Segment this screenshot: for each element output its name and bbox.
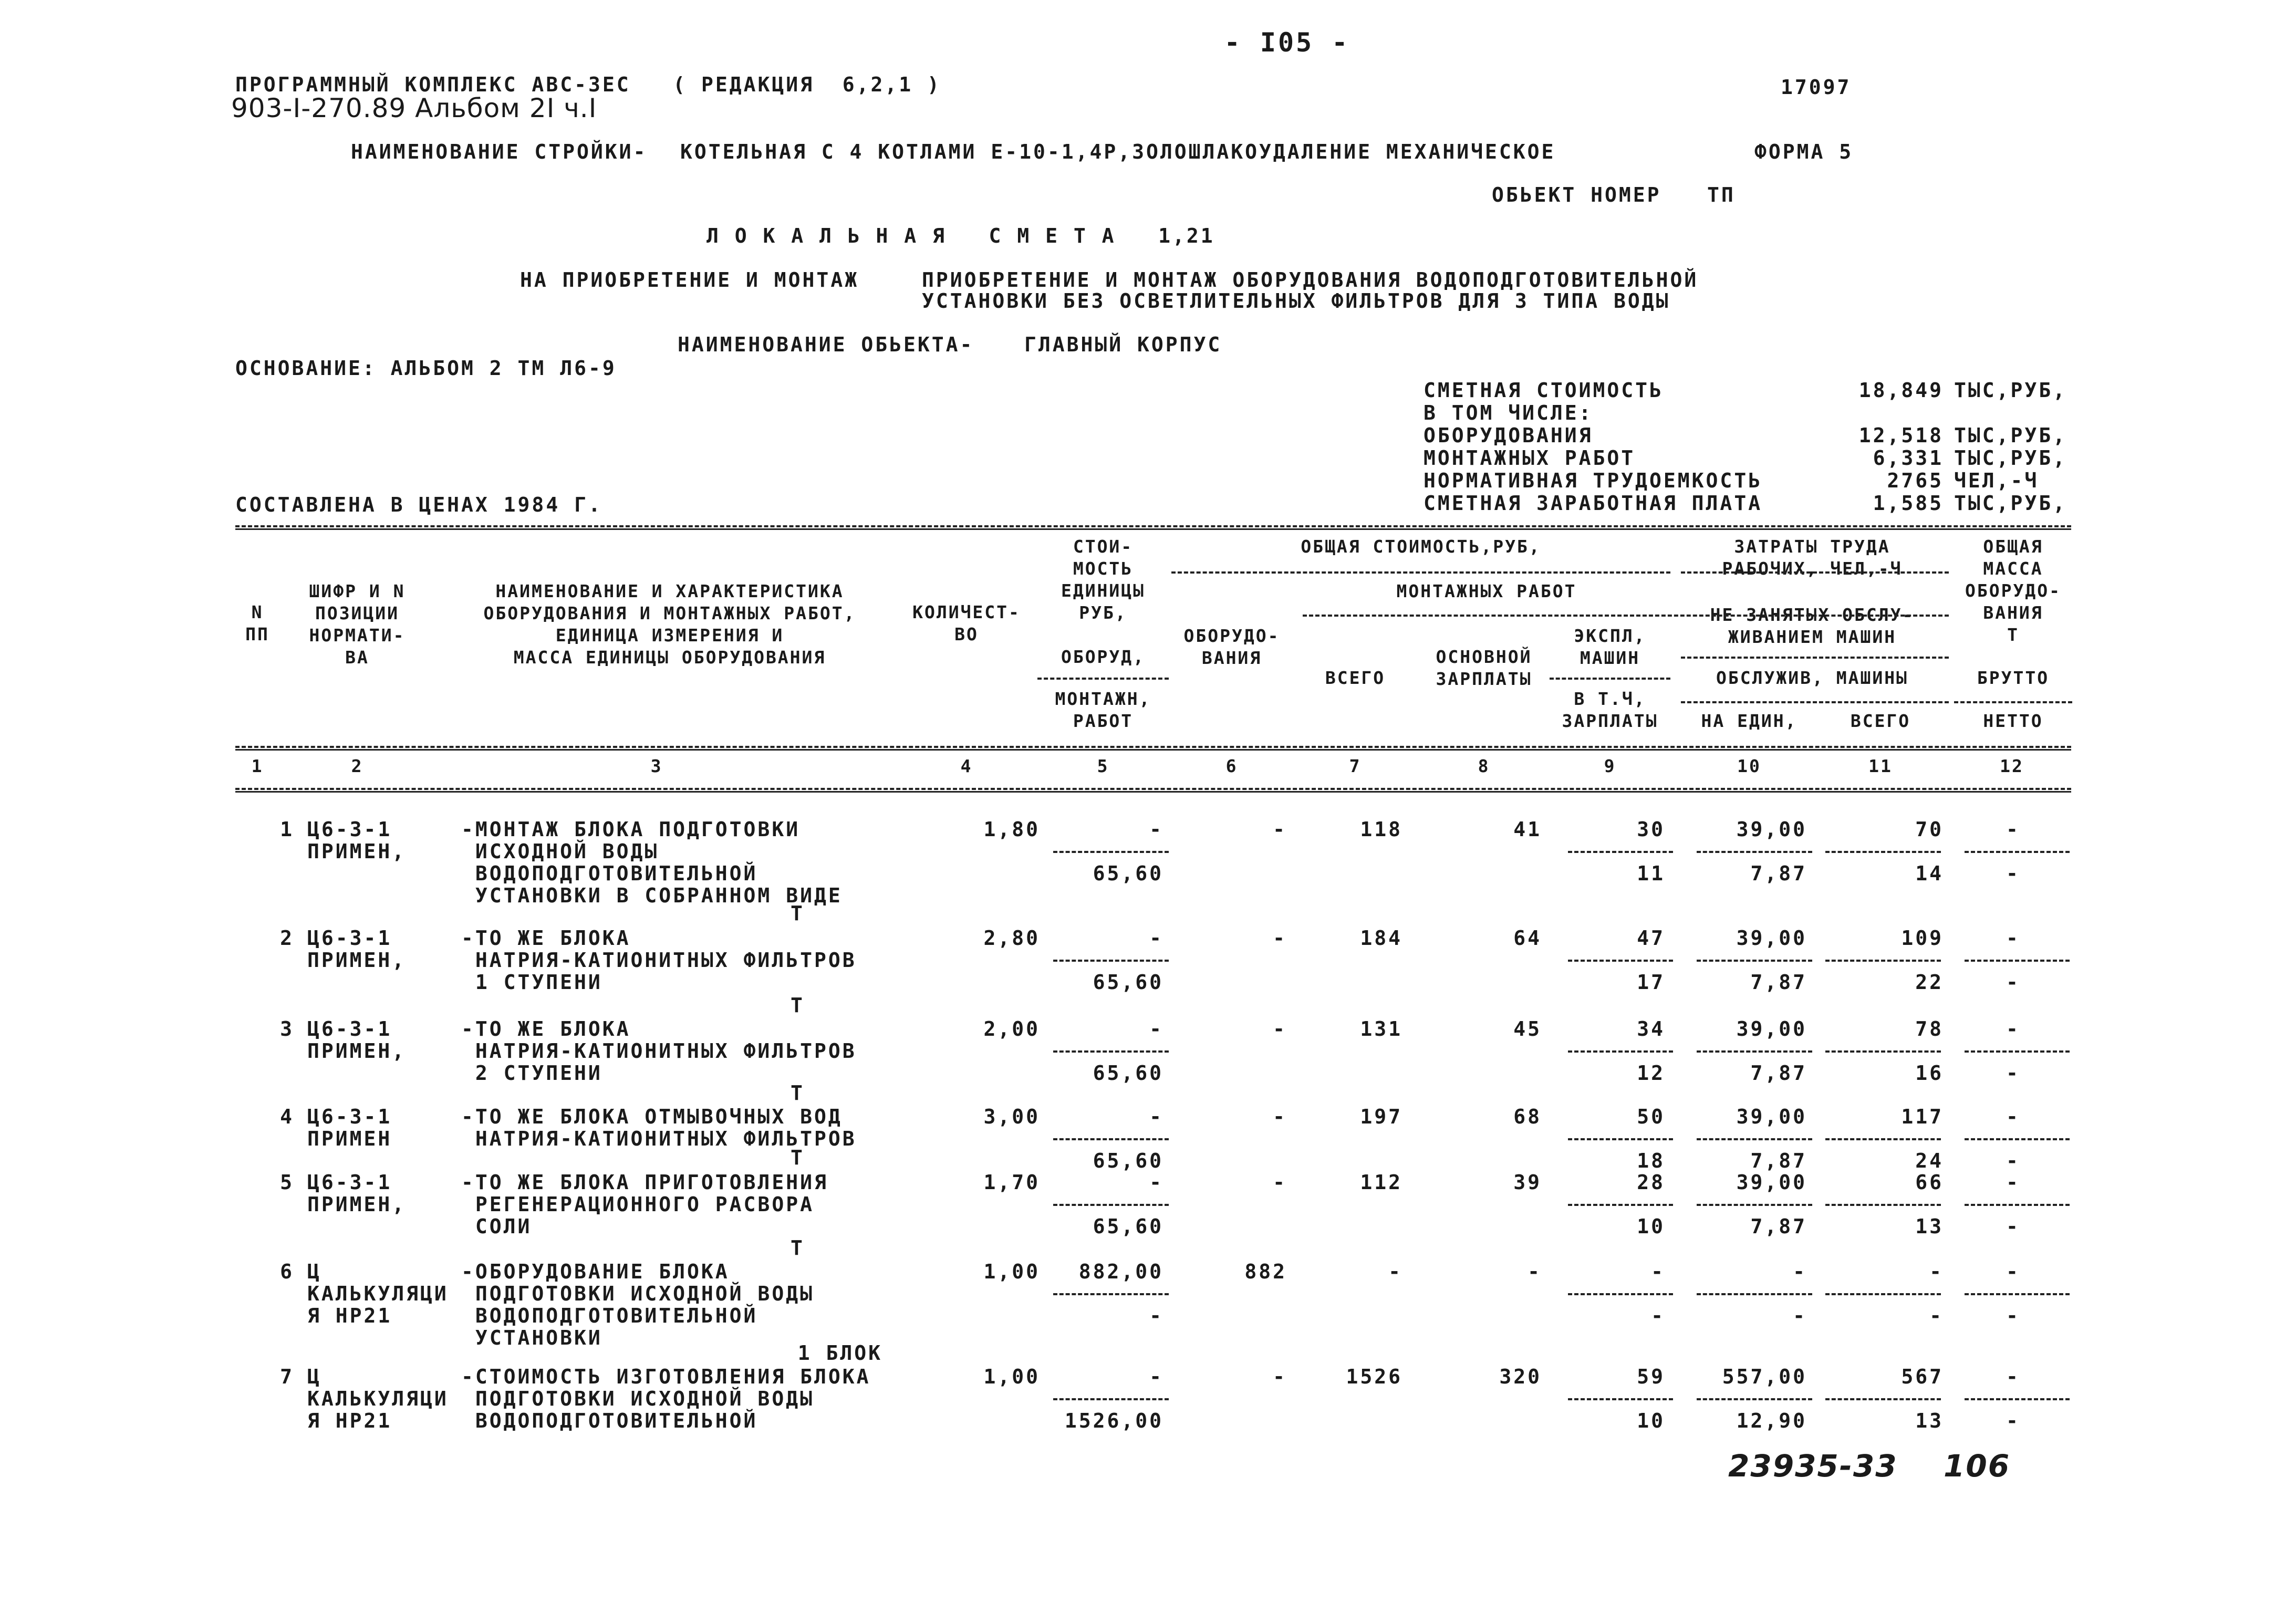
value-divider xyxy=(1568,1398,1673,1400)
row-machine-operation: 50 xyxy=(1637,1105,1665,1128)
labor-header: ЗАТРАТЫ ТРУДА РАБОЧИХ, ЧЕЛ,-Ч xyxy=(1722,536,1903,579)
row-mass-net: - xyxy=(2006,1215,2020,1238)
row-machine-operation: 34 xyxy=(1637,1017,1665,1040)
value-divider xyxy=(1053,1138,1169,1140)
row-unit-cost-equipment: - xyxy=(1149,818,1163,841)
row-mass-net: - xyxy=(2006,862,2020,885)
row-mounting-total: 112 xyxy=(1360,1171,1402,1194)
row-quantity: 3,00 xyxy=(983,1105,1040,1128)
col-5b-header: МОНТАЖН, РАБОТ xyxy=(1055,689,1151,731)
value-divider xyxy=(1568,1204,1673,1206)
row-labor-per-unit: 557,00 xyxy=(1722,1365,1807,1388)
header-bottom-rule-2 xyxy=(235,749,2071,751)
column-number: 10 xyxy=(1737,756,1761,776)
column-number: 9 xyxy=(1604,756,1616,776)
row-mass-net: - xyxy=(2006,1409,2020,1432)
row-description: -ОБОРУДОВАНИЕ БЛОКА ПОДГОТОВКИ ИСХОДНОЙ ВОДЫ ВОДОПОДГОТОВИТЕЛЬНОЙ УСТАНОВКИ xyxy=(461,1260,814,1349)
value-divider xyxy=(1053,1050,1169,1053)
row-unit: Т xyxy=(791,1146,805,1169)
col-5a-header: ОБОРУД, xyxy=(1061,647,1146,667)
row-quantity: 1,70 xyxy=(983,1171,1040,1194)
value-divider xyxy=(1697,1138,1812,1140)
value-divider xyxy=(1697,1398,1812,1400)
column-number: 8 xyxy=(1478,756,1490,776)
purpose-line-1: ПРИОБРЕТЕНИЕ И МОНТАЖ ОБОРУДОВАНИЯ ВОДОПОДГОТОВИТЕЛЬНОЙ xyxy=(922,268,1699,292)
col-2-header: ШИФР И N ПОЗИЦИИ НОРМАТИ- ВА xyxy=(309,581,406,668)
row-description: -ТО ЖЕ БЛОКА НАТРИЯ-КАТИОНИТНЫХ ФИЛЬТРОВ 1 СТУПЕНИ xyxy=(461,927,857,994)
row-mounting-total: 1526 xyxy=(1346,1365,1402,1388)
value-divider xyxy=(1825,851,1941,853)
row-labor-total-machines: 14 xyxy=(1915,862,1944,885)
row-labor-total: - xyxy=(1929,1260,1944,1283)
value-divider xyxy=(1053,960,1169,962)
footer-code: 23935-33 xyxy=(1728,1448,1898,1484)
purpose-line-2: УСТАНОВКИ БЕЗ ОСВЕТЛИТЕЛЬНЫХ ФИЛЬТРОВ ДЛЯ 3 ТИПА ВОДЫ xyxy=(922,289,1670,313)
col-4-header: КОЛИЧЕСТ- ВО xyxy=(912,602,1021,644)
row-equipment-cost: - xyxy=(1273,1365,1287,1388)
row-machine-operation: 28 xyxy=(1637,1171,1665,1194)
row-labor-per-unit: 39,00 xyxy=(1736,927,1807,950)
row-mounting-total: - xyxy=(1388,1260,1402,1283)
col-8-header: ОСНОВНОЙ ЗАРПЛАТЫ xyxy=(1436,647,1532,689)
row-labor-per-unit: 39,00 xyxy=(1736,1105,1807,1128)
object-name-label: НАИМЕНОВАНИЕ ОБЬЕКТА- xyxy=(678,333,974,356)
row-labor-total: 567 xyxy=(1901,1365,1944,1388)
row-unit-cost-mounting: 65,60 xyxy=(1093,1062,1163,1085)
row-description: -ТО ЖЕ БЛОКА НАТРИЯ-КАТИОНИТНЫХ ФИЛЬТРОВ 2 СТУПЕНИ xyxy=(461,1017,857,1085)
row-mass-gross: - xyxy=(2006,927,2020,950)
row-mounting-total: 118 xyxy=(1360,818,1402,841)
row-labor-total-machines: 16 xyxy=(1915,1062,1944,1085)
column-number: 2 xyxy=(351,756,363,776)
value-divider xyxy=(1825,1138,1941,1140)
numbers-bottom-rule-2 xyxy=(235,791,2071,793)
row-mounting-total: 131 xyxy=(1360,1017,1402,1040)
table-top-rule-2 xyxy=(235,528,2071,530)
value-divider xyxy=(1825,1204,1941,1206)
value-divider xyxy=(1568,851,1673,853)
table-top-rule xyxy=(235,525,2071,527)
row-equipment-cost: - xyxy=(1273,1171,1287,1194)
row-equipment-cost: - xyxy=(1273,927,1287,950)
value-divider xyxy=(1568,1050,1673,1053)
row-base-salary: 64 xyxy=(1513,927,1542,950)
value-divider xyxy=(1825,960,1941,962)
row-quantity: 1,00 xyxy=(983,1365,1040,1388)
column-number: 1 xyxy=(251,756,264,776)
row-description: -ТО ЖЕ БЛОКА ПРИГОТОВЛЕНИЯ РЕГЕНЕРАЦИОННОГО РАСВОРА СОЛИ xyxy=(461,1171,828,1238)
value-divider xyxy=(1965,1293,2070,1295)
row-machine-salary: 10 xyxy=(1637,1215,1665,1238)
row-labor-total: 78 xyxy=(1915,1017,1944,1040)
column-number: 3 xyxy=(650,756,663,776)
col-6-header: ОБОРУДО- ВАНИЯ xyxy=(1183,626,1280,668)
row-labor-total-machines: - xyxy=(1929,1304,1944,1327)
row-machine-salary: 11 xyxy=(1637,862,1665,885)
header-bottom-rule xyxy=(235,746,2071,748)
row-unit: Т xyxy=(791,902,805,925)
labor-subheader: НЕ ЗАНЯТЫХ ОБСЛУ- ЖИВАНИЕМ МАШИН xyxy=(1710,605,1915,647)
row-labor-total-machines: 24 xyxy=(1915,1149,1944,1172)
summary-unit: ТЫС,РУБ, xyxy=(1954,492,2068,515)
row-quantity: 1,00 xyxy=(983,1260,1040,1283)
value-divider xyxy=(1965,1204,2070,1206)
row-mounting-total: 197 xyxy=(1360,1105,1402,1128)
summary-label: В ТОМ ЧИСЛЕ: xyxy=(1424,401,1593,424)
row-unit: 1 БЛОК xyxy=(797,1341,882,1365)
row-unit-cost-mounting: 65,60 xyxy=(1093,1149,1163,1172)
row-code: Ц6-3-1 ПРИМЕН xyxy=(307,1105,392,1150)
row-quantity: 2,00 xyxy=(983,1017,1040,1040)
value-divider xyxy=(1825,1293,1941,1295)
value-divider xyxy=(1697,1204,1812,1206)
col-7-header: ВСЕГО xyxy=(1325,668,1386,688)
row-number: 6 xyxy=(280,1260,294,1283)
value-divider xyxy=(1568,960,1673,962)
value-divider xyxy=(1965,1138,2070,1140)
rule xyxy=(1681,701,1949,703)
row-number: 3 xyxy=(280,1017,294,1040)
row-mass-gross: - xyxy=(2006,818,2020,841)
row-quantity: 1,80 xyxy=(983,818,1040,841)
column-number: 4 xyxy=(960,756,973,776)
summary-label: СМЕТНАЯ СТОИМОСТЬ xyxy=(1424,379,1664,402)
row-number: 4 xyxy=(280,1105,294,1128)
col-3-header: НАИМЕНОВАНИЕ И ХАРАКТЕРИСТИКА ОБОРУДОВАНИЯ И МОНТАЖНЫХ РАБОТ, ЕДИНИЦА ИЗМЕРЕНИЯ И МАССА ЕДИНИЦЫ ОБОРУДОВАНИЯ xyxy=(483,581,856,668)
row-number: 7 xyxy=(280,1365,294,1388)
estimate-title: Л О К А Л Ь Н А Я С М Е Т А 1,21 xyxy=(707,224,1215,247)
rule xyxy=(1954,701,2072,703)
value-divider xyxy=(1053,1293,1169,1295)
row-description: -ТО ЖЕ БЛОКА ОТМЫВОЧНЫХ ВОД НАТРИЯ-КАТИОНИТНЫХ ФИЛЬТРОВ xyxy=(461,1105,857,1150)
col-10-header: НА ЕДИН, xyxy=(1701,711,1798,731)
summary-value: 1,585 xyxy=(1873,492,1944,515)
col-12-header: ОБЩАЯ МАССА ОБОРУДО- ВАНИЯ Т xyxy=(1965,536,2061,645)
column-number: 6 xyxy=(1225,756,1238,776)
summary-value: 18,849 xyxy=(1858,379,1944,402)
row-unit-cost-mounting: 65,60 xyxy=(1093,862,1163,885)
row-labor-per-unit: 39,00 xyxy=(1736,1017,1807,1040)
row-unit-cost-mounting: 65,60 xyxy=(1093,1215,1163,1238)
value-divider xyxy=(1053,851,1169,853)
row-quantity: 2,80 xyxy=(983,927,1040,950)
row-labor-total-machines: 13 xyxy=(1915,1409,1944,1432)
column-number: 12 xyxy=(2000,756,2024,776)
row-labor-per-unit-machines: 7,87 xyxy=(1750,1149,1807,1172)
summary-label: СМЕТНАЯ ЗАРАБОТНАЯ ПЛАТА xyxy=(1424,492,1763,515)
object-number: ТП xyxy=(1707,183,1736,206)
purpose-label: НА ПРИОБРЕТЕНИЕ И МОНТАЖ xyxy=(520,268,859,292)
row-equipment-cost: 882 xyxy=(1244,1260,1287,1283)
page-number: - I05 - xyxy=(1224,27,1350,58)
row-labor-per-unit-machines: 7,87 xyxy=(1750,971,1807,994)
row-unit-cost-equipment: - xyxy=(1149,1171,1163,1194)
row-machine-operation: 30 xyxy=(1637,818,1665,841)
row-equipment-cost: - xyxy=(1273,818,1287,841)
row-mass-gross: - xyxy=(2006,1017,2020,1040)
rule xyxy=(1171,571,1670,574)
row-labor-per-unit-machines: - xyxy=(1793,1304,1807,1327)
value-divider xyxy=(1053,1398,1169,1400)
row-labor-per-unit: 39,00 xyxy=(1736,1171,1807,1194)
row-equipment-cost: - xyxy=(1273,1017,1287,1040)
row-base-salary: 320 xyxy=(1499,1365,1542,1388)
row-code: Ц6-3-1 ПРИМЕН, xyxy=(307,927,407,972)
row-labor-total: 117 xyxy=(1901,1105,1944,1128)
col-1-header: N ПП xyxy=(245,602,269,644)
row-base-salary: 39 xyxy=(1513,1171,1542,1194)
basis-text: ОСНОВАНИЕ: АЛЬБОМ 2 ТМ Л6-9 xyxy=(235,357,617,380)
column-number: 5 xyxy=(1097,756,1109,776)
row-mass-gross: - xyxy=(2006,1105,2020,1128)
row-unit: Т xyxy=(791,1081,805,1105)
value-divider xyxy=(1568,1293,1673,1295)
row-base-salary: 41 xyxy=(1513,818,1542,841)
row-unit-cost-mounting: 1526,00 xyxy=(1064,1409,1163,1432)
value-divider xyxy=(1965,1050,2070,1053)
labor-subheader-2: ОБСЛУЖИВ, МАШИНЫ xyxy=(1716,668,1908,688)
row-mass-net: - xyxy=(2006,1304,2020,1327)
summary-value: 12,518 xyxy=(1858,424,1944,447)
row-labor-total-machines: 22 xyxy=(1915,971,1944,994)
row-base-salary: - xyxy=(1528,1260,1542,1283)
row-machine-operation: 59 xyxy=(1637,1365,1665,1388)
value-divider xyxy=(1568,1138,1673,1140)
row-mass-gross: - xyxy=(2006,1365,2020,1388)
row-equipment-cost: - xyxy=(1273,1105,1287,1128)
summary-unit: ТЫС,РУБ, xyxy=(1954,379,2068,402)
row-base-salary: 45 xyxy=(1513,1017,1542,1040)
row-mounting-total: 184 xyxy=(1360,927,1402,950)
row-machine-salary: 12 xyxy=(1637,1062,1665,1085)
footer-page-number: 106 xyxy=(1944,1448,2011,1484)
value-divider xyxy=(1697,960,1812,962)
summary-label: МОНТАЖНЫХ РАБОТ xyxy=(1424,446,1636,470)
row-code: Ц6-3-1 ПРИМЕН, xyxy=(307,1171,407,1216)
row-machine-operation: - xyxy=(1651,1260,1665,1283)
col-9a-header: ЭКСПЛ, МАШИН xyxy=(1574,626,1646,668)
row-labor-total-machines: 13 xyxy=(1915,1215,1944,1238)
row-mass-net: - xyxy=(2006,1062,2020,1085)
object-label: ОБЬЕКТ НОМЕР xyxy=(1492,183,1661,206)
row-labor-total: 109 xyxy=(1901,927,1944,950)
row-machine-salary: - xyxy=(1651,1304,1665,1327)
rule xyxy=(1550,678,1670,680)
document-number: 17097 xyxy=(1781,76,1852,99)
row-labor-per-unit: 39,00 xyxy=(1736,818,1807,841)
row-unit-cost-mounting: 65,60 xyxy=(1093,971,1163,994)
row-mass-gross: - xyxy=(2006,1260,2020,1283)
row-number: 2 xyxy=(280,927,294,950)
row-code: Ц6-3-1 ПРИМЕН, xyxy=(307,1017,407,1063)
col-12b-header: НЕТТО xyxy=(1983,711,2043,731)
col-5-header: СТОИ- МОСТЬ ЕДИНИЦЫ РУБ, xyxy=(1061,536,1146,623)
row-unit-cost-equipment: - xyxy=(1149,1017,1163,1040)
row-labor-per-unit-machines: 12,90 xyxy=(1736,1409,1807,1432)
row-labor-per-unit-machines: 7,87 xyxy=(1750,1062,1807,1085)
col-11-header: ВСЕГО xyxy=(1850,711,1911,731)
column-number: 11 xyxy=(1868,756,1893,776)
row-mass-gross: - xyxy=(2006,1171,2020,1194)
column-number: 7 xyxy=(1349,756,1362,776)
total-cost-header: ОБЩАЯ СТОИМОСТЬ,РУБ, xyxy=(1301,536,1541,557)
value-divider xyxy=(1965,1398,2070,1400)
value-divider xyxy=(1825,1050,1941,1053)
row-mass-net: - xyxy=(2006,971,2020,994)
row-unit-cost-equipment: - xyxy=(1149,1105,1163,1128)
row-machine-salary: 10 xyxy=(1637,1409,1665,1432)
summary-unit: ЧЕЛ,-Ч xyxy=(1954,469,2039,492)
form-label: ФОРМА 5 xyxy=(1754,140,1854,163)
row-number: 1 xyxy=(280,818,294,841)
object-name: ГЛАВНЫЙ КОРПУС xyxy=(1024,333,1222,356)
row-machine-salary: 17 xyxy=(1637,971,1665,994)
row-unit-cost-mounting: - xyxy=(1149,1304,1163,1327)
value-divider xyxy=(1965,851,2070,853)
album-reference: 903-I-270.89 Альбом 2I ч.I xyxy=(231,93,597,123)
value-divider xyxy=(1825,1398,1941,1400)
row-machine-operation: 47 xyxy=(1637,927,1665,950)
row-labor-per-unit: - xyxy=(1793,1260,1807,1283)
row-labor-per-unit-machines: 7,87 xyxy=(1750,862,1807,885)
col-12a-header: БРУТТО xyxy=(1977,668,2050,688)
summary-unit: ТЫС,РУБ, xyxy=(1954,446,2068,470)
numbers-bottom-rule xyxy=(235,788,2071,790)
row-unit-cost-equipment: - xyxy=(1149,1365,1163,1388)
row-unit-cost-equipment: 882,00 xyxy=(1078,1260,1163,1283)
row-description: -МОНТАЖ БЛОКА ПОДГОТОВКИ ИСХОДНОЙ ВОДЫ ВОДОПОДГОТОВИТЕЛЬНОЙ УСТАНОВКИ В СОБРАННОМ ВИДЕ xyxy=(461,818,843,907)
summary-value: 2765 xyxy=(1887,469,1944,492)
row-base-salary: 68 xyxy=(1513,1105,1542,1128)
value-divider xyxy=(1965,960,2070,962)
value-divider xyxy=(1697,1293,1812,1295)
rule xyxy=(1037,678,1169,680)
program-info: ПРОГРАММНЫЙ КОМПЛЕКС АВС-3ЕС ( РЕДАКЦИЯ 6,2,1 ) xyxy=(235,73,941,96)
rule xyxy=(1303,615,1949,617)
row-unit: Т xyxy=(791,1236,805,1260)
row-unit: Т xyxy=(791,994,805,1017)
mounting-works-header: МОНТАЖНЫХ РАБОТ xyxy=(1396,581,1577,601)
row-description: -СТОИМОСТЬ ИЗГОТОВЛЕНИЯ БЛОКА ПОДГОТОВКИ ИСХОДНОЙ ВОДЫ ВОДОПОДГОТОВИТЕЛЬНОЙ xyxy=(461,1365,871,1432)
row-labor-total: 70 xyxy=(1915,818,1944,841)
rule xyxy=(1681,657,1949,659)
row-labor-total: 66 xyxy=(1915,1171,1944,1194)
row-labor-per-unit-machines: 7,87 xyxy=(1750,1215,1807,1238)
row-code: Ц6-3-1 ПРИМЕН, xyxy=(307,818,407,863)
row-code: Ц КАЛЬКУЛЯЦИ Я НР21 xyxy=(307,1260,449,1327)
summary-label: ОБОРУДОВАНИЯ xyxy=(1424,424,1593,447)
rule xyxy=(1681,571,1949,574)
col-9b-header: В Т.Ч, ЗАРПЛАТЫ xyxy=(1562,689,1658,731)
value-divider xyxy=(1697,851,1812,853)
row-number: 5 xyxy=(280,1171,294,1194)
summary-unit: ТЫС,РУБ, xyxy=(1954,424,2068,447)
summary-label: НОРМАТИВНАЯ ТРУДОЕМКОСТЬ xyxy=(1424,469,1763,492)
summary-value: 6,331 xyxy=(1873,446,1944,470)
row-code: Ц КАЛЬКУЛЯЦИ Я НР21 xyxy=(307,1365,449,1432)
row-machine-salary: 18 xyxy=(1637,1149,1665,1172)
value-divider xyxy=(1697,1050,1812,1053)
construction-label: НАИМЕНОВАНИЕ СТРОЙКИ- xyxy=(351,140,648,163)
row-unit-cost-equipment: - xyxy=(1149,927,1163,950)
value-divider xyxy=(1053,1204,1169,1206)
construction-name: КОТЕЛЬНАЯ С 4 КОТЛАМИ Е-10-1,4Р,ЗОЛОШЛАКОУДАЛЕНИЕ МЕХАНИЧЕСКОЕ xyxy=(680,140,1556,163)
row-mass-net: - xyxy=(2006,1149,2020,1172)
price-basis: СОСТАВЛЕНА В ЦЕНАХ 1984 Г. xyxy=(235,493,602,516)
